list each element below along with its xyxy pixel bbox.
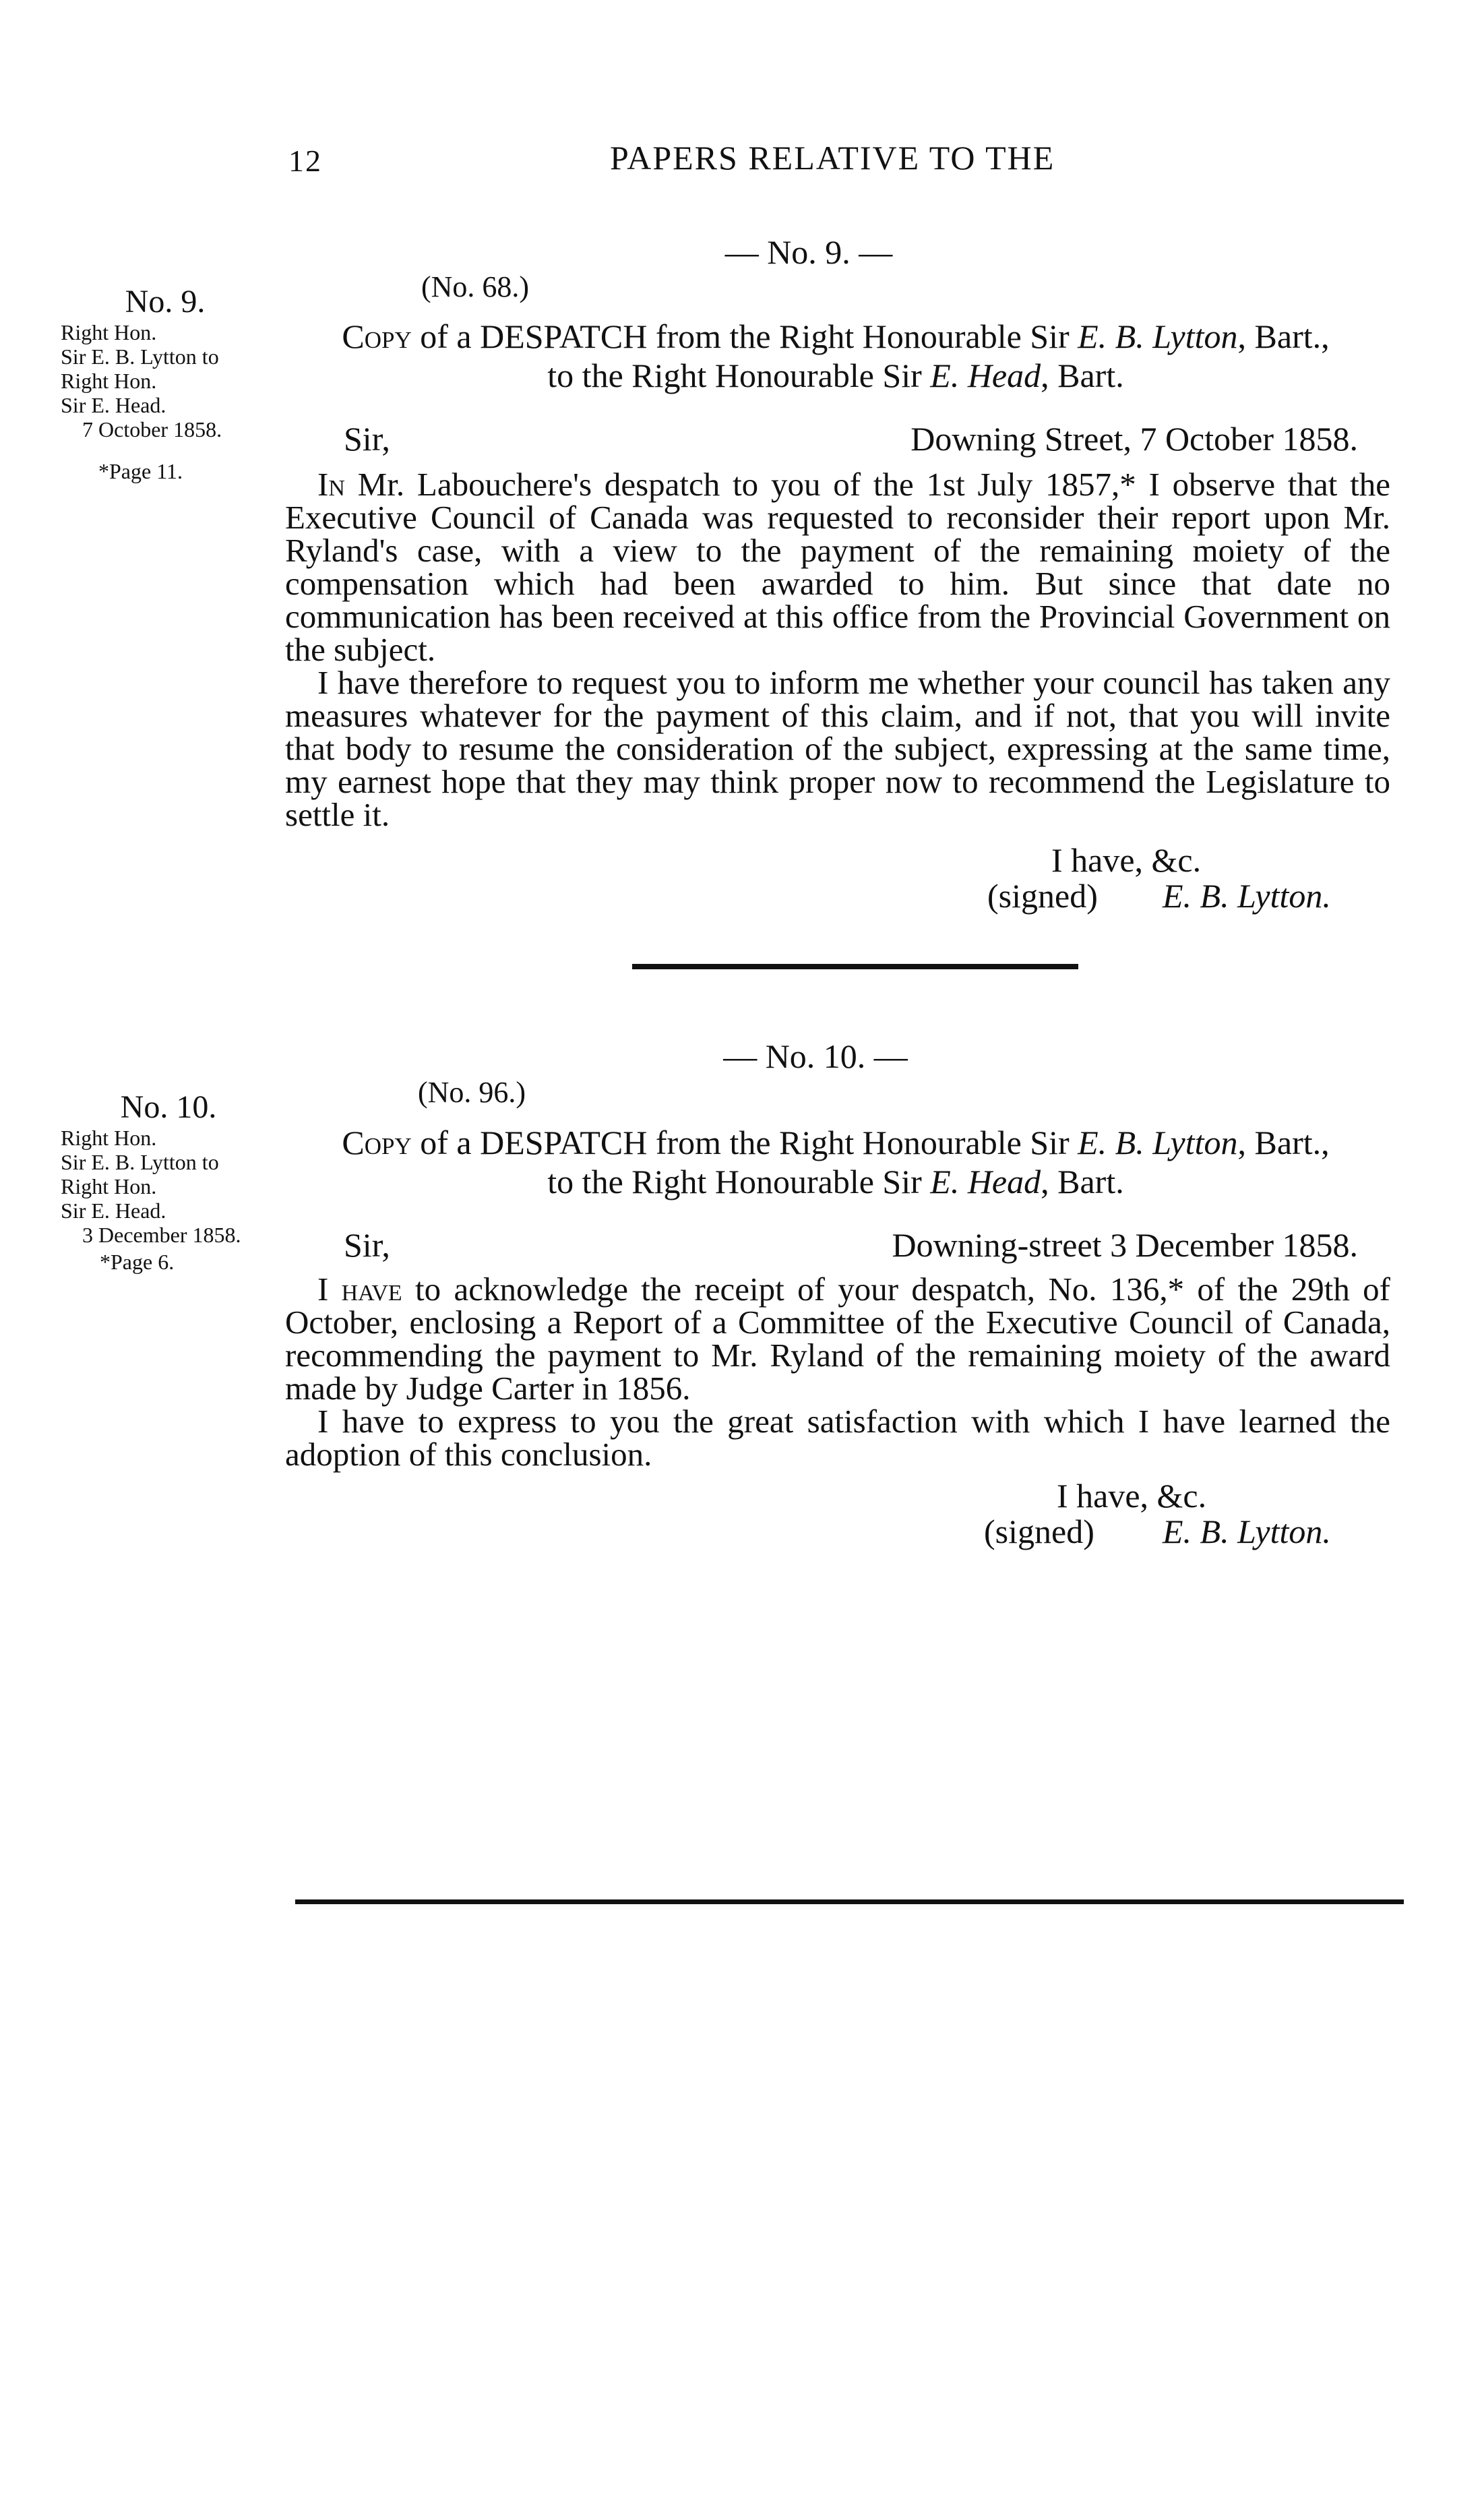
signed-label: (signed) (987, 877, 1098, 915)
copy-lead: Copy (342, 1124, 412, 1161)
paragraph-text: to acknowledge the receipt of your despatch, No. 136,* of the 29th of October, enclosing a Report of a Committee of the Executive Council of Canada, recommending the payment to Mr. Ryland of the remaining moiety of the award made by Judge Carter in 1856. (285, 1271, 1390, 1407)
paragraph-text: I have to express to you the great satisfaction with which I have learned the adoption of this conclusion. (285, 1403, 1390, 1473)
place-date: Downing-street 3 December 1858. (892, 1226, 1358, 1264)
closing-line: I have, &c. (1057, 1477, 1207, 1515)
page-reference: *Page 6. (100, 1250, 175, 1274)
sidenote-text (61, 1126, 256, 1247)
paragraph-text: Mr. Labouchere's despatch to you of the 1st July 1857,* I observe that the Executive Council of Canada was requested to reconsider their report upon Mr. Ryland's case, with a view to the payment of the remaining moiety of the compensation which had been awarded to him. But since that date no communication has been received at this office from the Provincial Government on the subject. (285, 466, 1390, 668)
copy-lead: Copy (342, 317, 412, 355)
sidenote (61, 283, 256, 483)
sidenote-line: Sir E. B. Lytton to (61, 1150, 219, 1174)
place-date: Downing Street, 7 October 1858. (910, 420, 1358, 458)
paragraph (285, 1273, 1390, 1405)
sidenote-number: No. 10. (120, 1089, 217, 1125)
sidenote-line: Sir E. Head. (61, 1198, 166, 1223)
heading-text: , Bart., (1237, 317, 1330, 355)
recipient-name: E. Head (930, 357, 1041, 394)
recipient-name: E. Head (930, 1163, 1041, 1200)
sidenote-line: Sir E. B. Lytton to (61, 344, 219, 369)
paragraph-text: I have therefore to request you to inform me whether your council has taken any measures whatever for the payment of this claim, and if not, that you will invite that body to resume the consideration of the subject, expressing at the same time, my earnest hope that they may think proper now to recommend the Legislature to settle it. (285, 664, 1390, 833)
despatch-body (285, 468, 1390, 831)
salutation: Sir, (344, 1226, 390, 1264)
heading-text: to the Right Honourable Sir (547, 1163, 931, 1200)
sender-name: E. B. Lytton (1078, 317, 1238, 355)
despatch-reference: (No. 96.) (418, 1076, 526, 1109)
paragraph-lead: In (317, 466, 345, 503)
despatch-number-heading: — No. 10. — (723, 1037, 908, 1075)
heading-text: , Bart. (1041, 1163, 1124, 1200)
sidenote-line: Right Hon. (61, 369, 157, 393)
paragraph-lead: I have (317, 1271, 402, 1308)
despatch-body (285, 1273, 1390, 1471)
heading-text: , Bart., (1237, 1124, 1330, 1161)
signature: E. B. Lytton. (1163, 877, 1331, 915)
running-title: PAPERS RELATIVE TO THE (610, 139, 1055, 177)
salutation: Sir, (344, 420, 390, 458)
sender-name: E. B. Lytton (1078, 1124, 1238, 1161)
sidenote-line: Right Hon. (61, 1174, 157, 1198)
sidenote-line: Right Hon. (61, 1126, 157, 1150)
sidenote-date: 3 December 1858. (82, 1223, 241, 1247)
sidenote-date: 7 October 1858. (82, 417, 222, 442)
despatch-heading (283, 1123, 1388, 1201)
end-rule (295, 1899, 1404, 1904)
sidenote-line: Right Hon. (61, 320, 157, 344)
heading-text: , Bart. (1041, 357, 1124, 394)
signature: E. B. Lytton. (1163, 1513, 1331, 1550)
heading-text: to the Right Honourable Sir (547, 357, 931, 394)
paragraph (285, 1405, 1390, 1471)
page-number: 12 (288, 144, 322, 178)
heading-text: of a DESPATCH from the Right Honourable Sir (411, 1124, 1078, 1161)
sidenote-text (61, 320, 256, 442)
heading-text: of a DESPATCH from the Right Honourable Sir (411, 317, 1078, 355)
despatch-number-heading: — No. 9. — (724, 233, 893, 271)
despatch-reference: (No. 68.) (421, 270, 530, 303)
signed-label: (signed) (984, 1513, 1094, 1550)
sidenote-number: No. 9. (125, 284, 206, 319)
despatch-heading (283, 317, 1388, 395)
sidenote-line: Sir E. Head. (61, 393, 166, 417)
closing-line: I have, &c. (1051, 841, 1202, 879)
sidenote (61, 1089, 256, 1274)
section-divider (632, 964, 1078, 969)
paragraph (285, 666, 1390, 831)
page-reference: *Page 11. (98, 459, 183, 483)
paragraph (285, 468, 1390, 666)
